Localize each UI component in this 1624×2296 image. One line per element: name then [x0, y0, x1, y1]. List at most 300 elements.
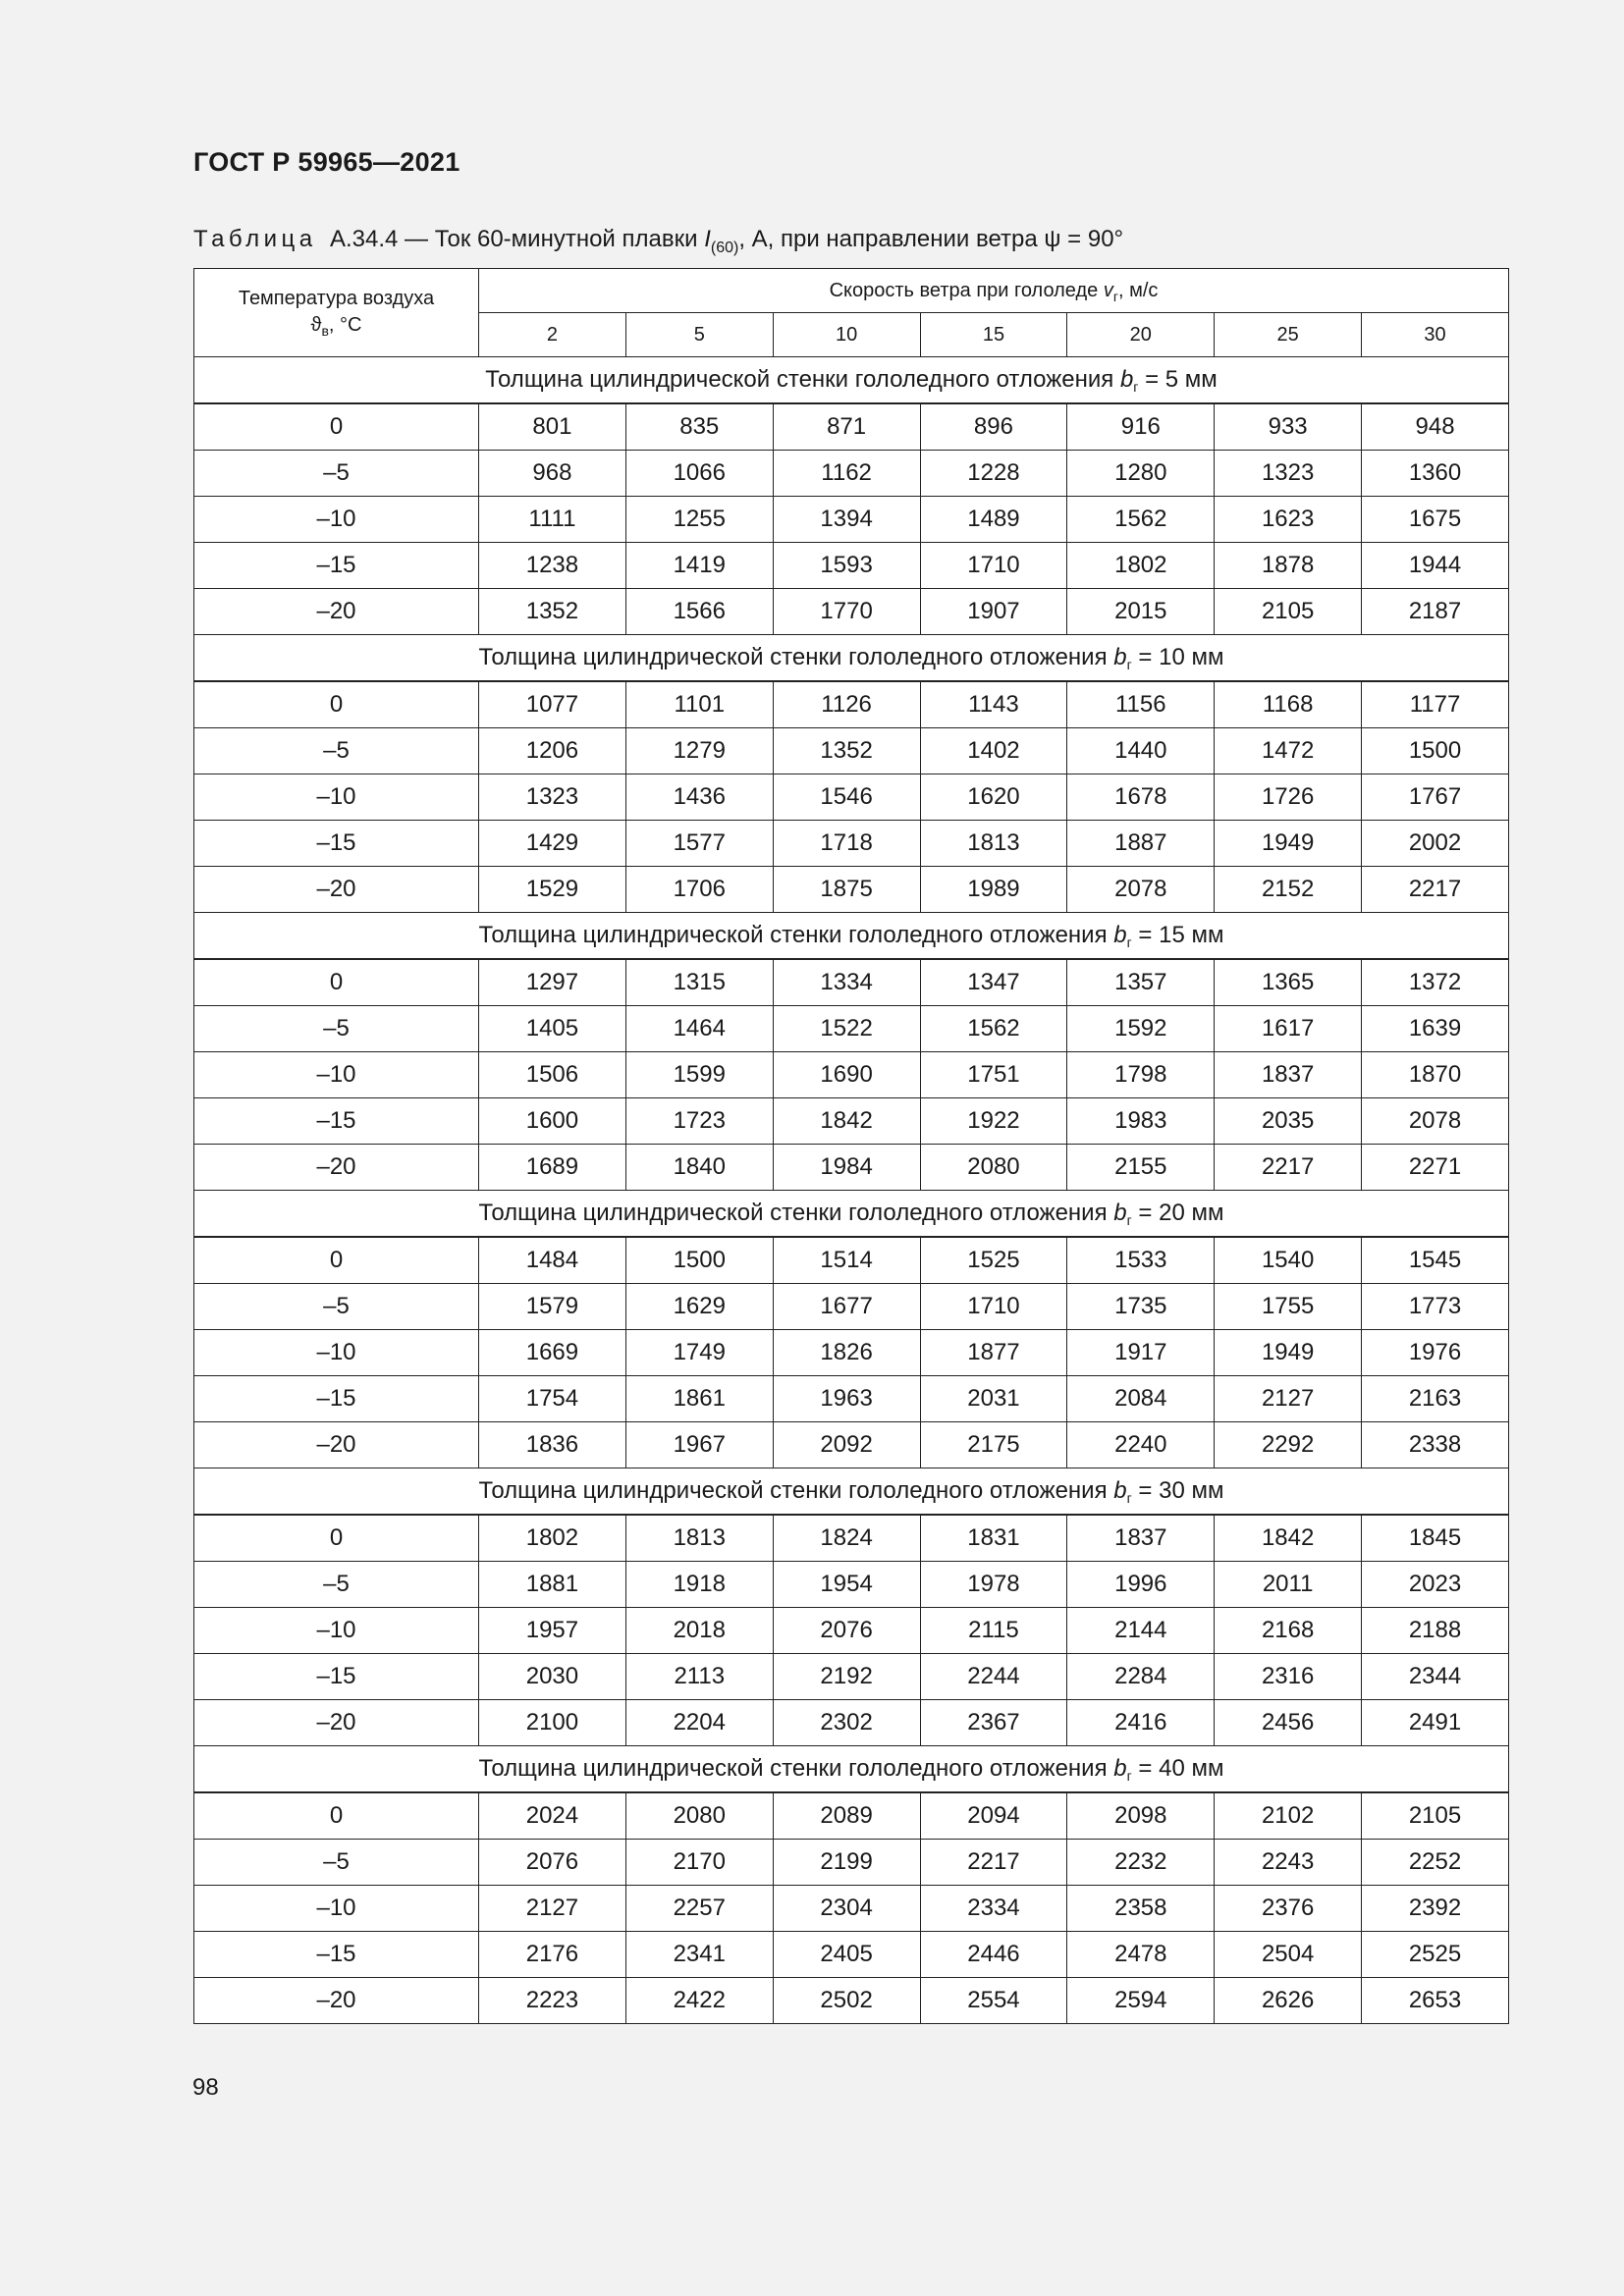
current-cell: 1546	[773, 774, 920, 821]
current-cell: 2170	[625, 1840, 773, 1886]
current-cell: 2078	[1362, 1098, 1509, 1145]
current-cell: 2098	[1067, 1792, 1215, 1840]
current-cell: 2080	[920, 1145, 1067, 1191]
caption-symbol-sub: (60)	[710, 239, 739, 256]
temperature-cell: –15	[194, 1098, 479, 1145]
document-code: ГОСТ Р 59965—2021	[193, 147, 460, 177]
section-header	[194, 1468, 1509, 1516]
temperature-cell: –20	[194, 867, 479, 913]
current-cell: 1347	[920, 959, 1067, 1006]
table-row	[194, 1932, 1509, 1978]
current-cell: 1842	[773, 1098, 920, 1145]
current-cell: 1228	[920, 451, 1067, 497]
current-cell: 1484	[479, 1237, 626, 1284]
section-symbol-sub: г	[1126, 657, 1132, 672]
temperature-cell: 0	[194, 959, 479, 1006]
current-cell: 2127	[479, 1886, 626, 1932]
current-cell: 2446	[920, 1932, 1067, 1978]
current-cell: 1836	[479, 1422, 626, 1468]
temperature-cell: 0	[194, 1515, 479, 1562]
current-cell: 1907	[920, 589, 1067, 635]
table-row	[194, 728, 1509, 774]
current-cell: 1279	[625, 728, 773, 774]
current-cell: 2594	[1067, 1978, 1215, 2024]
current-cell: 1918	[625, 1562, 773, 1608]
current-cell: 2094	[920, 1792, 1067, 1840]
current-cell: 1101	[625, 681, 773, 728]
current-cell: 2341	[625, 1932, 773, 1978]
current-cell: 2155	[1067, 1145, 1215, 1191]
current-cell: 1840	[625, 1145, 773, 1191]
current-cell: 1533	[1067, 1237, 1215, 1284]
temperature-cell: –10	[194, 1886, 479, 1932]
current-cell: 2240	[1067, 1422, 1215, 1468]
current-cell: 2199	[773, 1840, 920, 1886]
current-cell: 1617	[1215, 1006, 1362, 1052]
current-cell: 1365	[1215, 959, 1362, 1006]
temperature-cell: –10	[194, 497, 479, 543]
current-cell: 1540	[1215, 1237, 1362, 1284]
current-cell: 1996	[1067, 1562, 1215, 1608]
table-row	[194, 1515, 1509, 1562]
current-cell: 1754	[479, 1376, 626, 1422]
current-cell: 1773	[1362, 1284, 1509, 1330]
current-cell: 1963	[773, 1376, 920, 1422]
current-cell: 933	[1215, 403, 1362, 451]
section-label: Толщина цилиндрической стенки гололедного отложения	[478, 1200, 1108, 1226]
current-cell: 2152	[1215, 867, 1362, 913]
current-cell: 1718	[773, 821, 920, 867]
current-cell: 2217	[1215, 1145, 1362, 1191]
table-row	[194, 1330, 1509, 1376]
table-row	[194, 1098, 1509, 1145]
current-cell: 1206	[479, 728, 626, 774]
temperature-cell: –15	[194, 1654, 479, 1700]
current-cell: 1357	[1067, 959, 1215, 1006]
current-cell: 1954	[773, 1562, 920, 1608]
section-header-row	[194, 635, 1509, 682]
page-number: 98	[192, 2074, 219, 2101]
current-cell: 2491	[1362, 1700, 1509, 1746]
current-cell: 2002	[1362, 821, 1509, 867]
header-row	[194, 269, 1509, 313]
current-cell: 2367	[920, 1700, 1067, 1746]
table-row	[194, 589, 1509, 635]
current-cell: 1168	[1215, 681, 1362, 728]
table-row	[194, 1700, 1509, 1746]
current-cell: 1522	[773, 1006, 920, 1052]
current-cell: 2188	[1362, 1608, 1509, 1654]
temperature-header	[194, 269, 479, 357]
current-cell: 2089	[773, 1792, 920, 1840]
current-cell: 2030	[479, 1654, 626, 1700]
temperature-cell: –15	[194, 1932, 479, 1978]
table-row	[194, 1562, 1509, 1608]
table-row	[194, 1608, 1509, 1654]
current-cell: 1767	[1362, 774, 1509, 821]
current-cell: 2416	[1067, 1700, 1215, 1746]
current-cell: 1749	[625, 1330, 773, 1376]
current-cell: 1394	[773, 497, 920, 543]
caption-text: Ток 60-минутной плавки	[434, 226, 698, 252]
current-cell: 1710	[920, 1284, 1067, 1330]
current-cell: 1735	[1067, 1284, 1215, 1330]
current-cell: 2080	[625, 1792, 773, 1840]
current-cell: 1489	[920, 497, 1067, 543]
current-cell: 2092	[773, 1422, 920, 1468]
current-cell: 1593	[773, 543, 920, 589]
current-cell: 1315	[625, 959, 773, 1006]
current-cell: 2316	[1215, 1654, 1362, 1700]
current-cell: 1500	[1362, 728, 1509, 774]
current-cell: 1881	[479, 1562, 626, 1608]
current-cell: 1143	[920, 681, 1067, 728]
current-cell: 835	[625, 403, 773, 451]
current-cell: 1599	[625, 1052, 773, 1098]
current-cell: 1922	[920, 1098, 1067, 1145]
wind-speed-20: 20	[1067, 313, 1215, 357]
current-cell: 2144	[1067, 1608, 1215, 1654]
current-cell: 1690	[773, 1052, 920, 1098]
table-body	[194, 357, 1509, 2024]
current-cell: 1842	[1215, 1515, 1362, 1562]
section-symbol-sub: г	[1126, 1768, 1132, 1784]
temperature-cell: –20	[194, 589, 479, 635]
section-label: Толщина цилиндрической стенки гололедного отложения	[485, 366, 1114, 393]
table-row	[194, 1052, 1509, 1098]
current-cell: 1989	[920, 867, 1067, 913]
current-cell: 2176	[479, 1932, 626, 1978]
temperature-cell: –5	[194, 1006, 479, 1052]
current-cell: 2187	[1362, 589, 1509, 635]
section-header	[194, 913, 1509, 960]
wind-speed-5: 5	[625, 313, 773, 357]
current-cell: 2031	[920, 1376, 1067, 1422]
section-header	[194, 357, 1509, 404]
current-cell: 2271	[1362, 1145, 1509, 1191]
table-caption	[193, 226, 1123, 257]
table-row	[194, 959, 1509, 1006]
current-cell: 896	[920, 403, 1067, 451]
table-row	[194, 497, 1509, 543]
current-cell: 2478	[1067, 1932, 1215, 1978]
current-cell: 2076	[773, 1608, 920, 1654]
section-symbol: b	[1113, 644, 1127, 670]
table-row	[194, 867, 1509, 913]
current-cell: 1957	[479, 1608, 626, 1654]
current-cell: 1111	[479, 497, 626, 543]
wind-speed-symbol: v	[1103, 279, 1113, 301]
current-cell: 1983	[1067, 1098, 1215, 1145]
section-label: Толщина цилиндрической стенки гололедного отложения	[478, 644, 1108, 670]
current-cell: 871	[773, 403, 920, 451]
current-cell: 801	[479, 403, 626, 451]
section-symbol-sub: г	[1126, 1490, 1132, 1506]
current-cell: 2175	[920, 1422, 1067, 1468]
current-cell: 2217	[1362, 867, 1509, 913]
current-cell: 1887	[1067, 821, 1215, 867]
current-cell: 1162	[773, 451, 920, 497]
current-cell: 2113	[625, 1654, 773, 1700]
current-cell: 1826	[773, 1330, 920, 1376]
current-cell: 1875	[773, 867, 920, 913]
current-cell: 2102	[1215, 1792, 1362, 1840]
current-cell: 1669	[479, 1330, 626, 1376]
section-thickness: = 30 мм	[1138, 1477, 1224, 1504]
current-cell: 2376	[1215, 1886, 1362, 1932]
table-row	[194, 1284, 1509, 1330]
current-cell: 2232	[1067, 1840, 1215, 1886]
table-row	[194, 1006, 1509, 1052]
caption-psi-value: = 90°	[1067, 226, 1124, 252]
current-cell: 2223	[479, 1978, 626, 2024]
current-cell: 2392	[1362, 1886, 1509, 1932]
current-cell: 1562	[920, 1006, 1067, 1052]
table-row	[194, 1654, 1509, 1700]
current-cell: 2105	[1215, 589, 1362, 635]
current-cell: 1066	[625, 451, 773, 497]
current-cell: 1870	[1362, 1052, 1509, 1098]
current-cell: 1372	[1362, 959, 1509, 1006]
current-cell: 2023	[1362, 1562, 1509, 1608]
current-cell: 1878	[1215, 543, 1362, 589]
section-thickness: = 15 мм	[1138, 922, 1224, 948]
current-cell: 1126	[773, 681, 920, 728]
current-cell: 1831	[920, 1515, 1067, 1562]
current-cell: 2243	[1215, 1840, 1362, 1886]
section-thickness: = 40 мм	[1138, 1755, 1224, 1782]
section-symbol: b	[1113, 922, 1127, 948]
current-cell: 2338	[1362, 1422, 1509, 1468]
section-thickness: = 5 мм	[1145, 366, 1218, 393]
current-cell: 1726	[1215, 774, 1362, 821]
temperature-symbol-sub: в	[321, 323, 329, 339]
temperature-cell: 0	[194, 403, 479, 451]
current-cell: 1710	[920, 543, 1067, 589]
current-cell: 1280	[1067, 451, 1215, 497]
section-header-row	[194, 1746, 1509, 1793]
current-cell: 1967	[625, 1422, 773, 1468]
current-cell: 1545	[1362, 1237, 1509, 1284]
current-cell: 1706	[625, 867, 773, 913]
caption-prefix: Таблица	[193, 226, 317, 252]
current-cell: 1419	[625, 543, 773, 589]
current-cell: 1500	[625, 1237, 773, 1284]
current-cell: 1506	[479, 1052, 626, 1098]
caption-psi-symbol: ψ	[1044, 226, 1061, 252]
section-symbol: b	[1119, 366, 1134, 393]
current-cell: 1402	[920, 728, 1067, 774]
current-cell: 1755	[1215, 1284, 1362, 1330]
section-header-row	[194, 1191, 1509, 1238]
current-cell: 2217	[920, 1840, 1067, 1886]
current-cell: 1824	[773, 1515, 920, 1562]
table-row	[194, 681, 1509, 728]
section-symbol-sub: г	[1126, 1212, 1132, 1228]
section-symbol: b	[1113, 1200, 1127, 1226]
wind-speed-2: 2	[479, 313, 626, 357]
current-cell: 2163	[1362, 1376, 1509, 1422]
table-row	[194, 543, 1509, 589]
section-label: Толщина цилиндрической стенки гололедного отложения	[478, 1477, 1108, 1504]
temperature-cell: –20	[194, 1700, 479, 1746]
current-cell: 2554	[920, 1978, 1067, 2024]
current-cell: 1352	[479, 589, 626, 635]
current-cell: 2302	[773, 1700, 920, 1746]
current-cell: 2502	[773, 1978, 920, 2024]
wind-speed-symbol-sub: г	[1112, 288, 1118, 304]
wind-speed-header-label: Скорость ветра при гололеде	[829, 279, 1099, 301]
current-cell: 2626	[1215, 1978, 1362, 2024]
current-cell: 1723	[625, 1098, 773, 1145]
current-cell: 2284	[1067, 1654, 1215, 1700]
section-symbol-sub: г	[1133, 379, 1139, 395]
current-cell: 1352	[773, 728, 920, 774]
current-cell: 916	[1067, 403, 1215, 451]
temperature-cell: 0	[194, 1237, 479, 1284]
current-cell: 1525	[920, 1237, 1067, 1284]
wind-speed-15: 15	[920, 313, 1067, 357]
section-thickness: = 20 мм	[1138, 1200, 1224, 1226]
section-symbol: b	[1113, 1755, 1127, 1782]
current-cell: 1529	[479, 867, 626, 913]
table-row	[194, 1376, 1509, 1422]
temperature-cell: –5	[194, 728, 479, 774]
current-cell: 2100	[479, 1700, 626, 1746]
current-cell: 2192	[773, 1654, 920, 1700]
wind-speed-25: 25	[1215, 313, 1362, 357]
current-cell: 2076	[479, 1840, 626, 1886]
current-cell: 2358	[1067, 1886, 1215, 1932]
current-cell: 1472	[1215, 728, 1362, 774]
temperature-cell: 0	[194, 681, 479, 728]
temperature-cell: –20	[194, 1978, 479, 2024]
current-cell: 1877	[920, 1330, 1067, 1376]
section-thickness: = 10 мм	[1138, 644, 1224, 670]
section-header	[194, 1191, 1509, 1238]
current-cell: 1861	[625, 1376, 773, 1422]
wind-speed-unit: , м/с	[1117, 279, 1159, 301]
table-row	[194, 403, 1509, 451]
caption-dash: —	[405, 226, 429, 252]
current-cell: 1592	[1067, 1006, 1215, 1052]
temperature-cell: –10	[194, 774, 479, 821]
section-header-row	[194, 913, 1509, 960]
temperature-unit: , °С	[328, 314, 362, 336]
temperature-cell: –10	[194, 1330, 479, 1376]
current-cell: 1837	[1215, 1052, 1362, 1098]
wind-speed-30: 30	[1362, 313, 1509, 357]
section-label: Толщина цилиндрической стенки гололедного отложения	[478, 922, 1108, 948]
current-cell: 1177	[1362, 681, 1509, 728]
current-cell: 2084	[1067, 1376, 1215, 1422]
section-header-row	[194, 357, 1509, 404]
current-cell: 1429	[479, 821, 626, 867]
temperature-cell: –15	[194, 821, 479, 867]
current-cell: 1238	[479, 543, 626, 589]
current-cell: 1984	[773, 1145, 920, 1191]
current-cell: 1917	[1067, 1330, 1215, 1376]
current-cell: 2035	[1215, 1098, 1362, 1145]
section-header	[194, 1746, 1509, 1793]
current-cell: 1689	[479, 1145, 626, 1191]
current-cell: 2204	[625, 1700, 773, 1746]
current-cell: 1675	[1362, 497, 1509, 543]
caption-symbol: I	[704, 226, 711, 252]
current-cell: 1562	[1067, 497, 1215, 543]
current-cell: 2304	[773, 1886, 920, 1932]
wind-speed-header	[479, 269, 1509, 313]
current-cell: 968	[479, 451, 626, 497]
current-cell: 2504	[1215, 1932, 1362, 1978]
temperature-cell: –5	[194, 451, 479, 497]
current-cell: 1949	[1215, 821, 1362, 867]
current-cell: 2024	[479, 1792, 626, 1840]
current-cell: 1639	[1362, 1006, 1509, 1052]
current-cell: 2653	[1362, 1978, 1509, 2024]
current-cell: 1156	[1067, 681, 1215, 728]
current-cell: 1802	[1067, 543, 1215, 589]
current-cell: 1077	[479, 681, 626, 728]
current-cell: 1360	[1362, 451, 1509, 497]
current-cell: 2018	[625, 1608, 773, 1654]
table-row	[194, 1237, 1509, 1284]
current-cell: 2292	[1215, 1422, 1362, 1468]
current-cell: 1802	[479, 1515, 626, 1562]
section-symbol-sub: г	[1126, 934, 1132, 950]
current-cell: 1334	[773, 959, 920, 1006]
current-cell: 1813	[920, 821, 1067, 867]
current-cell: 2257	[625, 1886, 773, 1932]
current-cell: 1600	[479, 1098, 626, 1145]
caption-number: А.34.4	[329, 226, 399, 252]
caption-text-after: , А, при направлении ветра	[738, 226, 1038, 252]
current-cell: 1837	[1067, 1515, 1215, 1562]
table-row	[194, 1886, 1509, 1932]
current-cell: 1579	[479, 1284, 626, 1330]
current-cell: 2405	[773, 1932, 920, 1978]
current-cell: 1255	[625, 497, 773, 543]
table-row	[194, 1978, 1509, 2024]
current-cell: 1623	[1215, 497, 1362, 543]
current-cell: 2525	[1362, 1932, 1509, 1978]
current-cell: 2078	[1067, 867, 1215, 913]
temperature-cell: 0	[194, 1792, 479, 1840]
temperature-cell: –10	[194, 1052, 479, 1098]
temperature-cell: –15	[194, 543, 479, 589]
table-row	[194, 1792, 1509, 1840]
section-header-row	[194, 1468, 1509, 1516]
current-cell: 1976	[1362, 1330, 1509, 1376]
table-row	[194, 451, 1509, 497]
wind-speed-10: 10	[773, 313, 920, 357]
current-cell: 1323	[479, 774, 626, 821]
current-cell: 1845	[1362, 1515, 1509, 1562]
current-cell: 1440	[1067, 728, 1215, 774]
current-cell: 2334	[920, 1886, 1067, 1932]
section-label: Толщина цилиндрической стенки гололедного отложения	[478, 1755, 1108, 1782]
current-cell: 1944	[1362, 543, 1509, 589]
current-cell: 2252	[1362, 1840, 1509, 1886]
current-cell: 1577	[625, 821, 773, 867]
current-cell: 1949	[1215, 1330, 1362, 1376]
temperature-cell: –20	[194, 1422, 479, 1468]
current-cell: 2168	[1215, 1608, 1362, 1654]
temperature-cell: –20	[194, 1145, 479, 1191]
current-cell: 2115	[920, 1608, 1067, 1654]
current-cell: 1566	[625, 589, 773, 635]
current-cell: 1798	[1067, 1052, 1215, 1098]
